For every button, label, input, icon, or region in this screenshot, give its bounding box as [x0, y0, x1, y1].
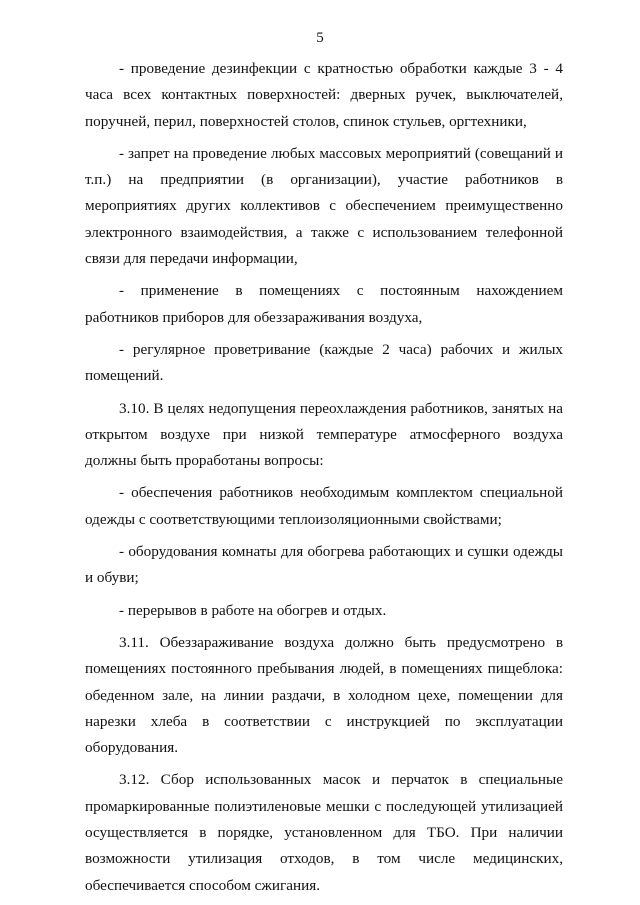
paragraph-work-breaks: - перерывов в работе на обогрев и отдых. [119, 601, 387, 619]
paragraph-heating-room: - оборудования комнаты для обогрева работающих и сушки одежды и обуви; [85, 543, 563, 587]
paragraph-section-3-10: 3.10. В целях недопущения переохлаждения работников, занятых на открытом воздухе при низкой температуре атмосферного воздуха должны быть проработаны вопросы: [85, 399, 563, 470]
page-number: 5 [316, 30, 324, 46]
paragraph-ban-mass-events: - запрет на проведение любых массовых мероприятий (совещаний и т.п.) на предприятии (в организации), участие работников в мероприятиях других коллективов с обеспечением преимущественно электронного взаимодействия, а также с использованием телефонной связи для передачи информации, [85, 144, 563, 268]
paragraph-disinfection: - проведение дезинфекции с кратностью обработки каждые 3 - 4 часа всех контактных поверхностей: дверных ручек, выключателей, поручней, перил, поверхностей столов, спинок стульев, оргтехники, [85, 60, 563, 130]
paragraph-section-3-11: 3.11. Обеззараживание воздуха должно быть предусмотрено в помещениях постоянного пребывания людей, в помещениях пищеблока: обеденном зале, на линии раздачи, в холодном цехе, помещении для нарезки хлеба в соответствии с инструкцией по эксплуатации оборудования. [85, 633, 563, 757]
paragraph-section-3-12: 3.12. Сбор использованных масок и перчаток в специальные промаркированные полиэтиленовые мешки с последующей утилизацией осуществляется в порядке, установленном для ТБО. При наличии возможности утилизация отходов, в том числе медицинских, обеспечивается способом сжигания. [85, 771, 563, 894]
paragraph-ventilation: - регулярное проветривание (каждые 2 часа) рабочих и жилых помещений. [85, 340, 563, 385]
paragraph-air-disinfection-devices: - применение в помещениях с постоянным нахождением работников приборов для обеззараживания воздуха, [85, 282, 563, 326]
document-body [85, 56, 563, 905]
paragraph-special-clothing: - обеспечения работников необходимым комплектом специальной одежды с соответствующими теплоизоляционными свойствами; [85, 484, 563, 528]
